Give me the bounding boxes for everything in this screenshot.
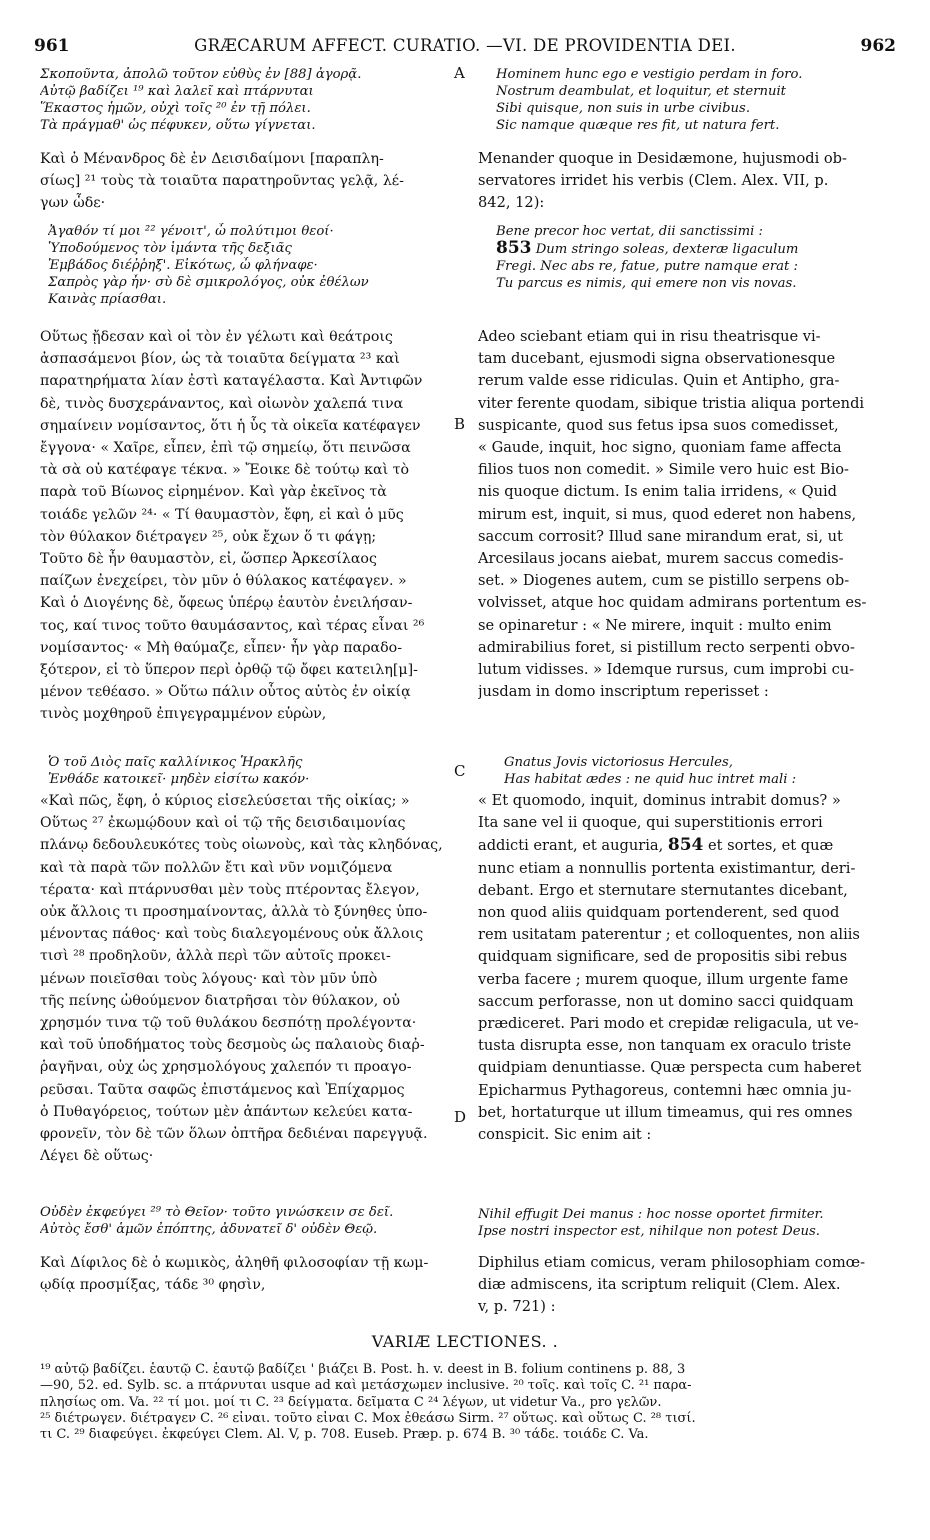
- margin-marker-d: D: [454, 1108, 467, 1126]
- latin-prose-4: [478, 1252, 865, 1319]
- note-line: ²⁵ διέτρωγεν. διέτραγεν C. ²⁶ εἶναι. τοῦτο εἶναι C. Mox ἐθεάσω Sirm. ²⁷ οὕτως. καὶ οὕτως C. ²⁸ τισί.: [40, 1410, 696, 1426]
- text-line: σημαίνειν νομίσαντος, ὅτι ἡ ὗς τὰ οἰκεῖα κατέφαγεν: [40, 417, 421, 434]
- running-title: GRÆCARUM AFFECT. CURATIO. —VI. DE PROVIDENTIA DEI.: [194, 36, 736, 55]
- text-line: verba facere ; murem quoque, illum urgente fame: [478, 970, 849, 988]
- greek-verse-3: [48, 754, 309, 788]
- text-line: debant. Ergo et sternutare sternutantes dicebant,: [478, 881, 848, 899]
- latin-verse-1: [496, 66, 802, 134]
- text-line: μένων ποιεῖσθαι τοὺς λόγους· καὶ τὸν μῦν ὑπὸ: [40, 970, 378, 987]
- text-line: tam ducebant, ejusmodi signa observationesque: [478, 350, 836, 368]
- text-line: jusdam in domo inscriptum reperisset :: [478, 683, 769, 701]
- verse-line: Ἐνθάδε κατοικεῖ· μηδὲν εἰσίτω κακόν·: [48, 772, 310, 787]
- greek-verse-1: [40, 66, 361, 134]
- text-line: γων ὧδε·: [40, 195, 106, 212]
- text-line: « Et quomodo, inquit, dominus intrabit domus? »: [478, 792, 841, 809]
- verse-line: Gnatus Jovis victoriosus Hercules,: [504, 755, 733, 770]
- text-line: τέρατα· καὶ πτάρνυσθαι μὲν τοὺς πτέροντας ἔλεγον,: [40, 881, 420, 898]
- page-number-left: 961: [34, 36, 70, 56]
- text-line: ἀσπασάμενοι βίον, ὡς τὰ τοιαῦτα δείγματα ²³ καὶ: [40, 351, 400, 368]
- verse-line: Nostrum deambulat, et loquitur, et sternuit: [496, 84, 786, 99]
- text-line: servatores irridet his verbis (Clem. Alex. VII, p.: [478, 172, 829, 190]
- greek-prose-1: [40, 148, 404, 215]
- running-header: [34, 36, 896, 60]
- text-line: τῆς πείνης ὠθούμενον διατρῆσαι τὸν θύλακον, οὐ: [40, 992, 400, 1009]
- greek-prose-4: [40, 1252, 428, 1296]
- text-line: Καὶ ὁ Μένανδρος δὲ ἐν Δεισιδαίμονι [παραπλη-: [40, 151, 384, 167]
- text-line: ῥαγῆναι, οὐχ ὡς χρησμολόγους χαλεπόν τι προαγο-: [40, 1059, 412, 1076]
- text-line: οὐκ ἄλλοις τι προσημαίνοντας, ἀλλὰ τὸ ξύνηθες ὑπο-: [40, 904, 428, 921]
- text-line: quidquam significare, sed de propositis sibi rebus: [478, 948, 848, 966]
- text-line: conspicit. Sic enim ait :: [478, 1126, 652, 1144]
- greek-prose-2: [40, 326, 424, 726]
- text-line: se opinaretur : « Ne mirere, inquit : multo enim: [478, 616, 832, 634]
- page-number-right: 962: [860, 36, 896, 56]
- text-line: nunc etiam a nonnullis portenta existimantur, deri-: [478, 859, 856, 877]
- margin-marker-a: A: [454, 64, 465, 82]
- text-line: καὶ τὰ παρὰ τῶν πολλῶν ἔτι καὶ νῦν νομιζόμενα: [40, 859, 393, 876]
- text-line: τινὸς μοχθηροῦ ἐπιγεγραμμένον εὑρὼν,: [40, 706, 327, 723]
- text-line: Καὶ ὁ Διογένης δὲ, ὄφεως ὑπέρῳ ἑαυτὸν ἐνειλήσαν-: [40, 595, 413, 612]
- text-line: Καὶ Δίφιλος δὲ ὁ κωμικὸς, ἀληθῆ φιλοσοφίαν τῇ κωμ-: [40, 1255, 429, 1271]
- text-line: Arcesilaus jocans aiebat, murem saccus comedis-: [478, 550, 844, 568]
- text-line: saccum perforasse, non ut domino sacci quidquam: [478, 992, 854, 1010]
- verse-line: Ἕκαστος ἡμῶν, οὐχὶ τοῖς ²⁰ ἐν τῇ πόλει.: [40, 101, 311, 116]
- text-line: lutum vidisses. » Idemque rursus, cum improbi cu-: [478, 661, 855, 679]
- text-line: ρεῦσαι. Ταῦτα σαφῶς ἐπιστάμενος καὶ Ἐπίχαρμος: [40, 1081, 405, 1098]
- verse-line: Fregi. Nec abs re, fatue, putre namque erat :: [496, 259, 798, 274]
- margin-marker-b: B: [454, 415, 466, 433]
- latin-verse-2: [496, 223, 798, 292]
- text-line: saccum corrosit? Illud sane mirandum erat, si, ut: [478, 527, 843, 545]
- verse-line: Sic namque quæque res fit, ut natura fert.: [496, 118, 780, 133]
- greek-verse-4: [40, 1204, 393, 1238]
- verse-line: Σκοποῦντα, ἀπολῶ τοῦτον εὐθὺς ἐν [88] ἀγορᾷ.: [40, 67, 362, 82]
- verse-text: Dum stringo soleas, dexteræ ligaculum: [531, 242, 799, 257]
- line-text: addicti erant, et auguria,: [478, 837, 668, 855]
- text-line: πλάνῳ δεδουλευκότες τοὺς οἰωνοὺς, καὶ τὰς κληδόνας,: [40, 837, 443, 854]
- verse-line: Nihil effugit Dei manus : hoc nosse oportet firmiter.: [478, 1207, 824, 1222]
- text-line: ἔγγονα· « Χαῖρε, εἶπεν, ἐπὶ τῷ σημείῳ, ὅτι πεινῶσα: [40, 440, 411, 457]
- verse-line: Sibi quisque, non suis in urbe civibus.: [496, 101, 751, 116]
- text-line: ῳδίᾳ προσμίξας, τάδε ³⁰ φησὶν,: [40, 1277, 266, 1294]
- text-line: prædiceret. Pari modo et crepidæ religacula, ut ve-: [478, 1015, 859, 1033]
- text-line: viter ferente quodam, sibique tristia aliqua portendi: [478, 394, 865, 412]
- text-line: μένοντας πάθος· καὶ τοὺς διαλεγομένους οὐκ ἄλλοις: [40, 926, 424, 943]
- text-line: rerum valde esse ridiculas. Quin et Antipho, gra-: [478, 372, 840, 390]
- verse-line: Hominem hunc ego e vestigio perdam in foro.: [496, 67, 803, 82]
- text-line: filios tuos non comedit. » Simile vero huic est Bio-: [478, 461, 849, 479]
- text-line: σίως] ²¹ τοὺς τὰ τοιαῦτα παρατηροῦντας γελᾷ, λέ-: [40, 173, 404, 190]
- text-line: [478, 834, 861, 857]
- verse-line: [496, 240, 798, 258]
- text-line: non quod aliis quidquam portenderent, sed quod: [478, 904, 840, 922]
- text-line: « Gaude, inquit, hoc signo, quoniam fame affecta: [478, 439, 842, 457]
- text-line: Οὕτως ᾔδεσαν καὶ οἱ τὸν ἐν γέλωτι καὶ θεάτροις: [40, 329, 393, 345]
- note-line: πλησίως om. Va. ²² τί μοι. μοί τι C. ²³ δείγματα. δεῖματα C ²⁴ λέγων, ut videtur Va., pro γελῶν.: [40, 1394, 662, 1410]
- text-line: ὁ Πυθαγόρειος, τούτων μὲν ἁπάντων κελεύει κατα-: [40, 1103, 413, 1120]
- text-line: παίζων ἐνεχείρει, τὸν μῦν ὁ θύλακος κατέφαγεν. »: [40, 573, 407, 590]
- latin-verse-4: [478, 1206, 824, 1240]
- text-line: volvisset, atque hoc quidam admirans portentum es-: [478, 594, 867, 612]
- text-line: παρατηρήματα λίαν ἐστὶ καταγέλαστα. Καὶ Ἀντιφῶν: [40, 373, 423, 390]
- text-line: Adeo sciebant etiam qui in risu theatrisque vi-: [478, 328, 821, 345]
- verse-line: Ὁ τοῦ Διὸς παῖς καλλίνικος Ἡρακλῆς: [48, 755, 303, 770]
- latin-verse-3: [504, 754, 796, 788]
- text-line: quidpiam denuntiasse. Quæ perspecta cum haberet: [478, 1059, 862, 1077]
- text-line: admirabilius foret, si pistillum recto serpenti obvo-: [478, 638, 855, 656]
- verse-line: Ὑποδούμενος τὸν ἱμάντα τῆς δεξιᾶς: [48, 241, 292, 256]
- text-line: bet, hortaturque ut illum timeamus, qui res omnes: [478, 1103, 853, 1121]
- text-line: φρονεῖν, τὸν δὲ τῶν ὅλων ὀπτῆρα δεδιέναι παρεγγυᾷ.: [40, 1126, 428, 1143]
- text-line: Epicharmus Pythagoreus, contemni hæc omnia ju-: [478, 1081, 852, 1099]
- text-line: τὸν θύλακον διέτραγεν ²⁵, οὐκ ἔχων ὅ τι φάγῃ;: [40, 528, 377, 545]
- latin-prose-1: [478, 148, 847, 215]
- text-line: «Καὶ πῶς, ἔφη, ὁ κύριος εἰσελεύσεται τῆς οἰκίας; »: [40, 793, 410, 809]
- text-line: nis quoque dictum. Is enim talia irridens, « Quid: [478, 483, 837, 501]
- latin-prose-2: [478, 326, 866, 703]
- verse-line: Αὐτῷ βαδίζει ¹⁹ καὶ λαλεῖ καὶ πτάρνυται: [40, 84, 314, 99]
- greek-verse-2: [48, 223, 369, 308]
- verse-line: Οὐδὲν ἐκφεύγει ²⁹ τὸ Θεῖον· τοῦτο γινώσκειν σε δεῖ.: [40, 1205, 394, 1220]
- verse-line: Has habitat ædes : ne quid huc intret mali :: [504, 772, 797, 787]
- variae-lectiones-heading: VARIÆ LECTIONES. .: [371, 1332, 559, 1351]
- text-line: Λέγει δὲ οὕτως·: [40, 1148, 154, 1165]
- text-line: rem usitatam paterentur ; et colloquentes, non aliis: [478, 926, 860, 944]
- latin-prose-3: [478, 790, 861, 1146]
- text-line: ξότερον, εἰ τὸ ὕπερον περὶ ὀρθῷ τῷ ὄφει κατειλη[μ]-: [40, 662, 418, 679]
- text-line: μένον τεθέασο. » Οὕτω πάλιν οὗτος αὐτὸς ἐν οἰκίᾳ: [40, 684, 411, 701]
- variae-lectiones-notes: [40, 1362, 892, 1443]
- line-text: et sortes, et quæ: [703, 837, 834, 855]
- text-line: παρὰ τοῦ Βίωνος εἰρημένον. Καὶ γὰρ ἐκεῖνος τὰ: [40, 484, 387, 501]
- verse-line: Τὰ πράγμαθ' ὡς πέφυκεν, οὕτω γίγνεται.: [40, 118, 316, 133]
- verse-line: Tu parcus es nimis, qui emere non vis novas.: [496, 276, 797, 291]
- text-line: diæ admiscens, ita scriptum reliquit (Clem. Alex.: [478, 1276, 841, 1294]
- text-line: νομίσαντος· « Μὴ θαύμαζε, εἶπεν· ἦν γὰρ παραδο-: [40, 639, 403, 656]
- verse-line: Ipse nostri inspector est, nihilque non potest Deus.: [478, 1224, 820, 1239]
- text-line: δὲ, τινὸς δυσχεράναντος, καὶ οἰωνὸν χαλεπά τινα: [40, 395, 404, 412]
- verse-line: Καινὰς πρίασθαι.: [48, 292, 167, 307]
- text-line: τοιάδε γελῶν ²⁴· « Τί θαυμαστὸν, ἔφη, εἰ καὶ ὁ μῦς: [40, 506, 404, 523]
- text-line: Ita sane vel ii quoque, qui superstitionis errori: [478, 814, 823, 832]
- verse-line: Bene precor hoc vertat, dii sanctissimi :: [496, 224, 763, 239]
- text-line: tusta disrupta esse, non tanquam ex oraculo triste: [478, 1037, 852, 1055]
- edition-page-number: 853: [496, 240, 532, 258]
- text-line: τὰ σὰ οὐ κατέφαγε τέκνα. » Ἔοικε δὲ τούτῳ καὶ τὸ: [40, 462, 410, 479]
- verse-line: Αὐτὸς ἔσθ' ἁμῶν ἐπόπτης, ἀδυνατεῖ δ' οὐδὲν Θεῷ.: [40, 1222, 378, 1237]
- text-line: Menander quoque in Desidæmone, hujusmodi ob-: [478, 150, 847, 167]
- text-line: τος, καί τινος τοῦτο θαυμάσαντος, καὶ τέρας εἶναι ²⁶: [40, 617, 425, 634]
- text-line: set. » Diogenes autem, cum se pistillo serpens ob-: [478, 572, 850, 590]
- text-line: Τοῦτο δὲ ἦν θαυμαστὸν, εἰ, ὥσπερ Ἀρκεσίλαος: [40, 551, 377, 568]
- text-line: Diphilus etiam comicus, veram philosophiam comœ-: [478, 1254, 866, 1271]
- note-line: —90, 52. ed. Sylb. sc. a πτάρνυται usque ad καὶ μετάσχωμεν inclusive. ²⁰ τοῖς. καὶ τοῖς C. ²¹ παρα-: [40, 1378, 692, 1394]
- text-line: καὶ τοῦ ὑποδήματος τοὺς δεσμοὺς ὡς παλαιοὺς διαῤ-: [40, 1037, 425, 1054]
- text-line: 842, 12):: [478, 194, 545, 212]
- margin-marker-c: C: [454, 762, 466, 780]
- text-line: suspicante, quod sus fetus ipsa suos comedisset,: [478, 416, 839, 434]
- edition-page-number: 854: [667, 835, 704, 856]
- greek-prose-3: [40, 790, 443, 1167]
- verse-line: Ἀγαθόν τί μοι ²² γένοιτ', ὦ πολύτιμοι θεοί·: [48, 224, 334, 239]
- text-line: v, p. 721) :: [478, 1298, 556, 1316]
- verse-line: Ἐμβάδος διέῤῥηξ'. Εἰκότως, ὦ φλήναφε·: [48, 258, 318, 273]
- verse-line: Σαπρὸς γὰρ ἦν· σὺ δὲ σμικρολόγος, οὐκ ἐθέλων: [48, 275, 369, 290]
- text-line: χρησμόν τινα τῷ τοῦ θυλάκου δεσπότῃ προλέγοντα·: [40, 1015, 417, 1032]
- text-line: τισὶ ²⁸ προδηλοῦν, ἀλλὰ περὶ τῶν αὐτοῖς προκει-: [40, 948, 391, 965]
- text-line: Οὕτως ²⁷ ἐκωμῴδουν καὶ οἱ τῷ τῆς δεισιδαιμονίας: [40, 815, 406, 832]
- text-line: mirum est, inquit, si mus, quod ederet non habens,: [478, 505, 857, 523]
- note-line: τι C. ²⁹ διαφεύγει. ἐκφεύγει Clem. Al. V, p. 708. Euseb. Præp. p. 674 B. ³⁰ τάδε. τοιάδε C. Va.: [40, 1427, 649, 1443]
- note-line: ¹⁹ αὐτῷ βαδίζει. ἑαυτῷ C. ἑαυτῷ βαδίζει ' βιάζει B. Post. h. v. deest in B. folium continens p. 88, 3: [40, 1362, 686, 1377]
